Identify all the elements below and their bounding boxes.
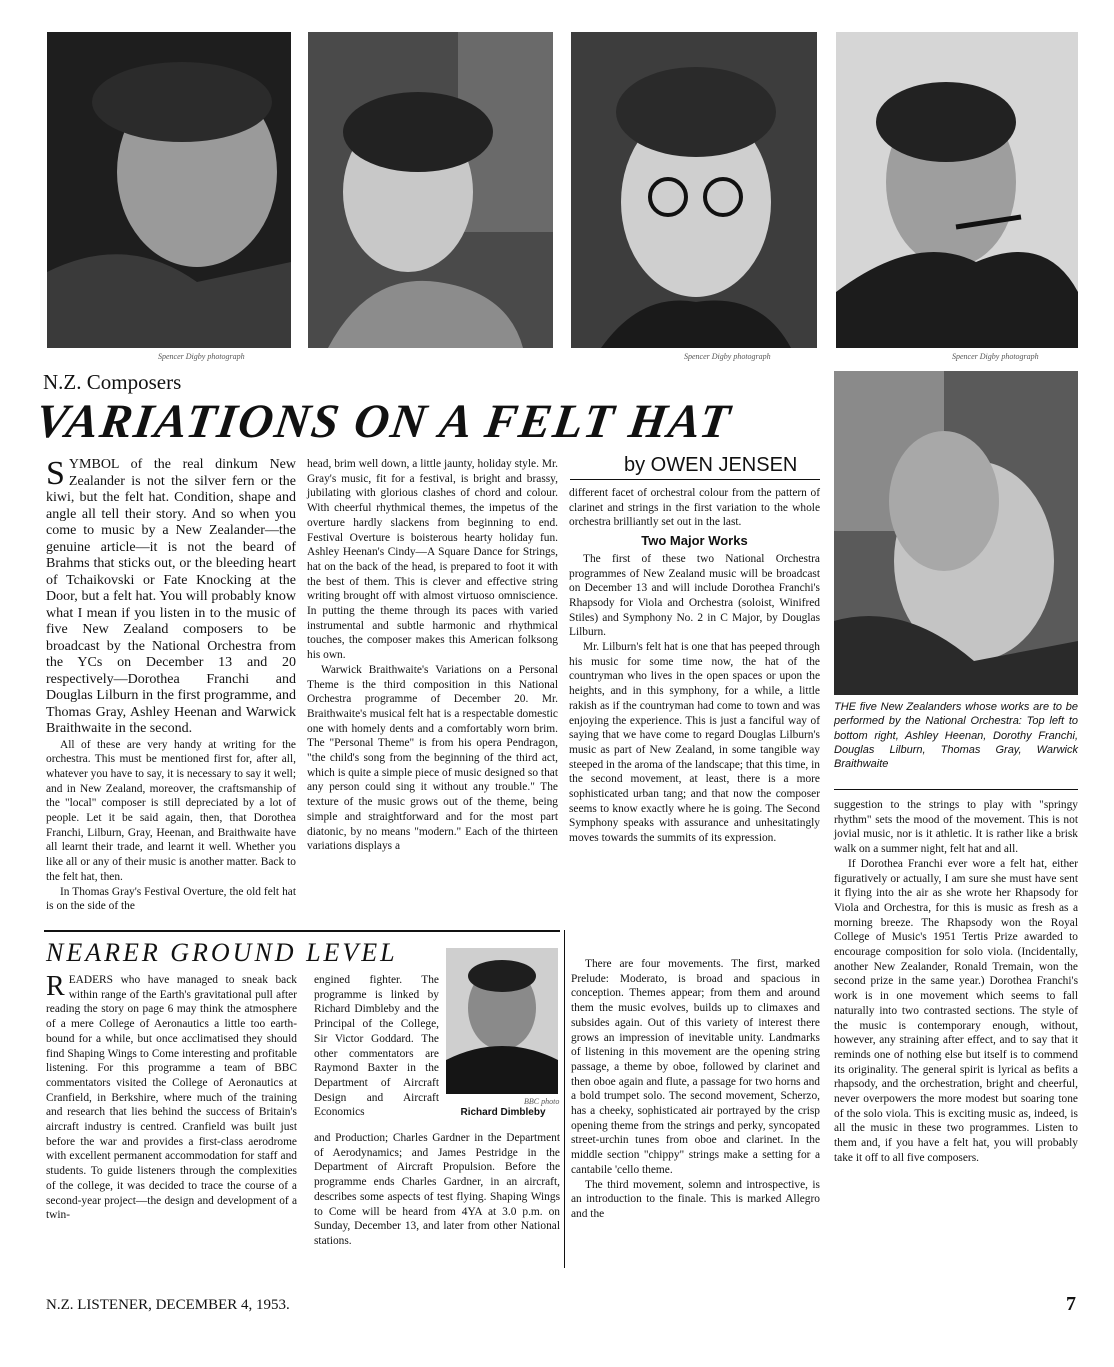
caption-rule: [834, 789, 1078, 790]
article-column-4: [834, 798, 1078, 1166]
paragraph: suggestion to the strings to play with "springy rhythm" sets the mood of the movement. This is not jovial music, nor is it athletic. It is rather like a brisk walk on a summer night, felt hat and all.: [834, 799, 1078, 856]
portrait-image: [834, 371, 1078, 695]
box-title: NEARER GROUND LEVEL: [46, 938, 398, 967]
photo-ashley-heenan: [47, 32, 291, 348]
article-column-1: [46, 457, 296, 914]
article-title: VARIATIONS ON A FELT HAT: [32, 395, 736, 448]
portrait-image: [446, 948, 558, 1094]
paragraph: Warwick Braithwaite's Variations on a Personal Theme is the third composition in this National Orchestra programme of December 20. Mr. Braithwaite's musical felt hat is a respectable domestic one with homely dents and a comfortably worn brim. The "Personal Theme" is from his opera Pendragon, "the child's song from the beginning of the third act, which is quite a simple piece of music designed so that any person could sing it without any trouble." The texture of the music grows out of the theme, being simple and straightforward and for the most part diatonic, by no means "modern." Each of the thirteen variations displays a: [307, 663, 558, 853]
paragraph: head, brim well down, a little jaunty, holiday style. Mr. Gray's music, fit for a festival, is bright and brassy, jubilating with glorious clashes of chord and colour. With cheerful rhythmical themes, the impetus of the overture hardly slackens from beginning to end. Festival Overture is boisterous hearty holiday fun. Ashley Heenan's Cindy—A Square Dance for Strings, hat on the back of the head, is prepared to foot it with the best of them. This is clever and effective string writing brought off with almost virtuoso omniscience. In putting the theme through its paces with varied instrumental and subtle harmonic and rhythmical touches, the composer makes this American folksong his own.: [307, 458, 558, 662]
paragraph: and Production; Charles Gardner in the Department of Aerodynamics; and James Pestridge in the Department of Aircraft Propulsion. Before the programme ends Charles Gardner, in an aircraft, describes some aspects of test flying. Shaping Wings to Come will be heard from 4YA at 3.0 p.m. on Sunday, December 13, and later from other National stations.: [314, 1132, 560, 1247]
box-column-2b: [314, 1131, 560, 1249]
paragraph: engined fighter. The programme is linked by Richard Dimbleby and the Principal of the College, Sir Victor Goddard. The other commentators are Raymond Baxter in the Department of Aircraft Design and Aircraft Economics: [314, 974, 439, 1119]
paragraph: READERS who have managed to sneak back within range of the Earth's gravitational pull after reading the story on page 6 may think the atmosphere of a mere College of Aeronautics a little too earth-bound for a while, but once acclimatised they should find Shaping Wings to Come interesting and profitable listening. For this programme a team of BBC commentators visited the College of Aeronautics at Cranfield, in Berkshire, where much of the training and research that lies behind the success of Britain's aircraft industry is centred. Cranfield was built just before the war and provides a first-class aerodrome with excellent permanent accommodation for staff and students. To guide listeners through the complexities of the college, it was decided to trace the course of a second-year project—the design and development of a twin-: [46, 971, 297, 1222]
portrait-image: [571, 32, 817, 348]
byline: by OWEN JENSEN: [624, 454, 798, 476]
paragraph: The third movement, solemn and introspective, is an introduction to the finale. This is marked Allegro and the: [571, 1178, 820, 1220]
paragraph: In Thomas Gray's Festival Overture, the old felt hat is on the side of the: [46, 885, 296, 913]
paragraph: There are four movements. The first, marked Prelude: Moderato, is broad and spacious in conception. Themes appear; from them and around them the music evolves, builds up to climaxes and subsides again. Out of this variety of interest there grows an impression of inevitable unity. Landmarks of listening in this movement are the opening string passage, a theme by oboe, followed by clarinet and then oboe again and flute, a passage for two horns and a bold trumpet solo. The second movement, Scherzo, has a cheeky, sophisticated air portrayed by the crisp opening theme from the strings and perky, syncopated street-urchin tunes from oboe and clarinet. In the middle section "chippy" strings make a setting for a cantabile 'cello theme.: [571, 958, 820, 1176]
footer-publication: N.Z. LISTENER, DECEMBER 4, 1953.: [46, 1297, 290, 1313]
portrait-image: [47, 32, 291, 348]
photo-caption: THE five New Zealanders whose works are to be performed by the National Orchestra: Top left to bottom right, Ashley Heenan, Dorothy Franchi, Douglas Lilburn, Thomas Gray, Warwick Braithwaite: [834, 701, 1078, 771]
paragraph: different facet of orchestral colour from the pattern of clarinet and strings in the first variation to the whole orchestra brilliantly set out in the last.: [569, 487, 820, 529]
paragraph: If Dorothea Franchi ever wore a felt hat, either figuratively or actually, I am sure she must have sent it flying into the air as she wrote her Rhapsody for Viola and Orchestra, for this is music as fresh as a morning breeze. The Rhapsody won the Royal College of Music's 1951 Tertis Prize awarded to encourage composition for solo viola. (Incidentally, another New Zealander, Ronald Tremain, won the second prize in the same year.) Dorothea Franchi's work is in one movement which seems to fall naturally into two contrasted sections. The style of the music is contemporary enough, without, however, any straining after effect, and to say that it reminds one of nothing else but itself is to commend its originality. The general spirit is lyrical as befits a rhapsody, and the orchestration, bright and cheerful, never overpowers the more modest but soaring tone of the solo viola. This is exciting music as, indeed, is all the music in these two programmes. Listen to them and, if you have a felt hat, you will probably take it off to all five composers.: [834, 857, 1078, 1164]
section-label: N.Z. Composers: [43, 370, 182, 394]
photo-douglas-lilburn: [571, 32, 817, 348]
photo-warwick-braithwaite: [834, 371, 1078, 695]
subheading: Two Major Works: [641, 533, 748, 549]
box-column-1: [46, 973, 297, 1223]
portrait-image: [308, 32, 553, 348]
box-rule-right: [564, 930, 565, 1268]
photo-credit: Spencer Digby photograph: [684, 352, 771, 361]
photo-credit: Spencer Digby photograph: [952, 352, 1039, 361]
paragraph: SYMBOL of the real dinkum New Zealander is not the silver fern or the kiwi, but the felt hat. Condition, shape and angle all tell their story. And so when you come to music by a New Zealander—the genuine article—it is not the beard of Brahms that sticks out, or the bleeding heart of Tchaikovski or Fate Knocking at the Door, but a felt hat. You will probably know what I mean if you listen in to the music of five New Zealand composers to be broadcast by the National Orchestra from the YCs on December 13 and 20 respectively—Dorothea Franchi and Douglas Lilburn in the first programme, and Thomas Gray, Ashley Heenan and Warwick Braithwaite in the second.: [46, 455, 296, 736]
box-rule-top: [44, 930, 560, 932]
paragraph: All of these are very handy at writing for the orchestra. This must be mentioned first for, after all, whatever you have to say, it is necessary to say it well; and in New Zealand, moreover, the craftsmanship of the "local" composer is still depreciated by a lot of people. Let it be said again, then, that Dorothea Franchi, Lilburn, Gray, Heenan, and Braithwaite have all learnt their trade, and learnt it well. Whether you like all or any of their music is another matter. Back to the felt hat, then.: [46, 738, 296, 883]
page-number: 7: [1066, 1293, 1076, 1315]
paragraph: The first of these two National Orchestra programmes of New Zealand music will be broadcast on December 13 and will include Dorothea Franchi's Rhapsody for Viola and Orchestra (soloist, Winifred Stiles) and Symphony No. 2 in C Major, by Douglas Lilburn.: [569, 552, 820, 639]
drop-cap: S: [46, 455, 65, 492]
photo-caption: Richard Dimbleby: [460, 1107, 546, 1118]
drop-cap: R: [46, 971, 65, 1002]
photo-dorothea-franchi: [308, 32, 553, 348]
photo-thomas-gray: [836, 32, 1078, 348]
paragraph: Mr. Lilburn's felt hat is one that has peeped through his music for some time now, the hat of the countryman who lives in the open spaces or upon the heights, and in this symphony, for a while, a little rakish as if the countryman had come to town and was enjoying the experience. This is just a fanciful way of saying that we have come to regard Douglas Lilburn's music as part of New Zealand, in some tangible way steeped in the aroma of the landscape; that this time, in the second movement, at least, there is a more sophisticated urban tang; and that now the composer seems to know exactly where he is going. The Second Symphony speaks with assurance and unhesitatingly moves towards the summits of its expression.: [569, 641, 820, 845]
box-column-2a: [314, 973, 439, 1120]
byline-rule: [570, 479, 820, 480]
photo-credit: BBC photo: [524, 1097, 560, 1106]
article-column-3-top: [569, 486, 820, 846]
article-column-3-bottom: [571, 957, 820, 1222]
portrait-image: [836, 32, 1078, 348]
photo-richard-dimbleby: [446, 948, 558, 1094]
article-column-2: [307, 457, 558, 854]
photo-credit: Spencer Digby photograph: [158, 352, 245, 361]
